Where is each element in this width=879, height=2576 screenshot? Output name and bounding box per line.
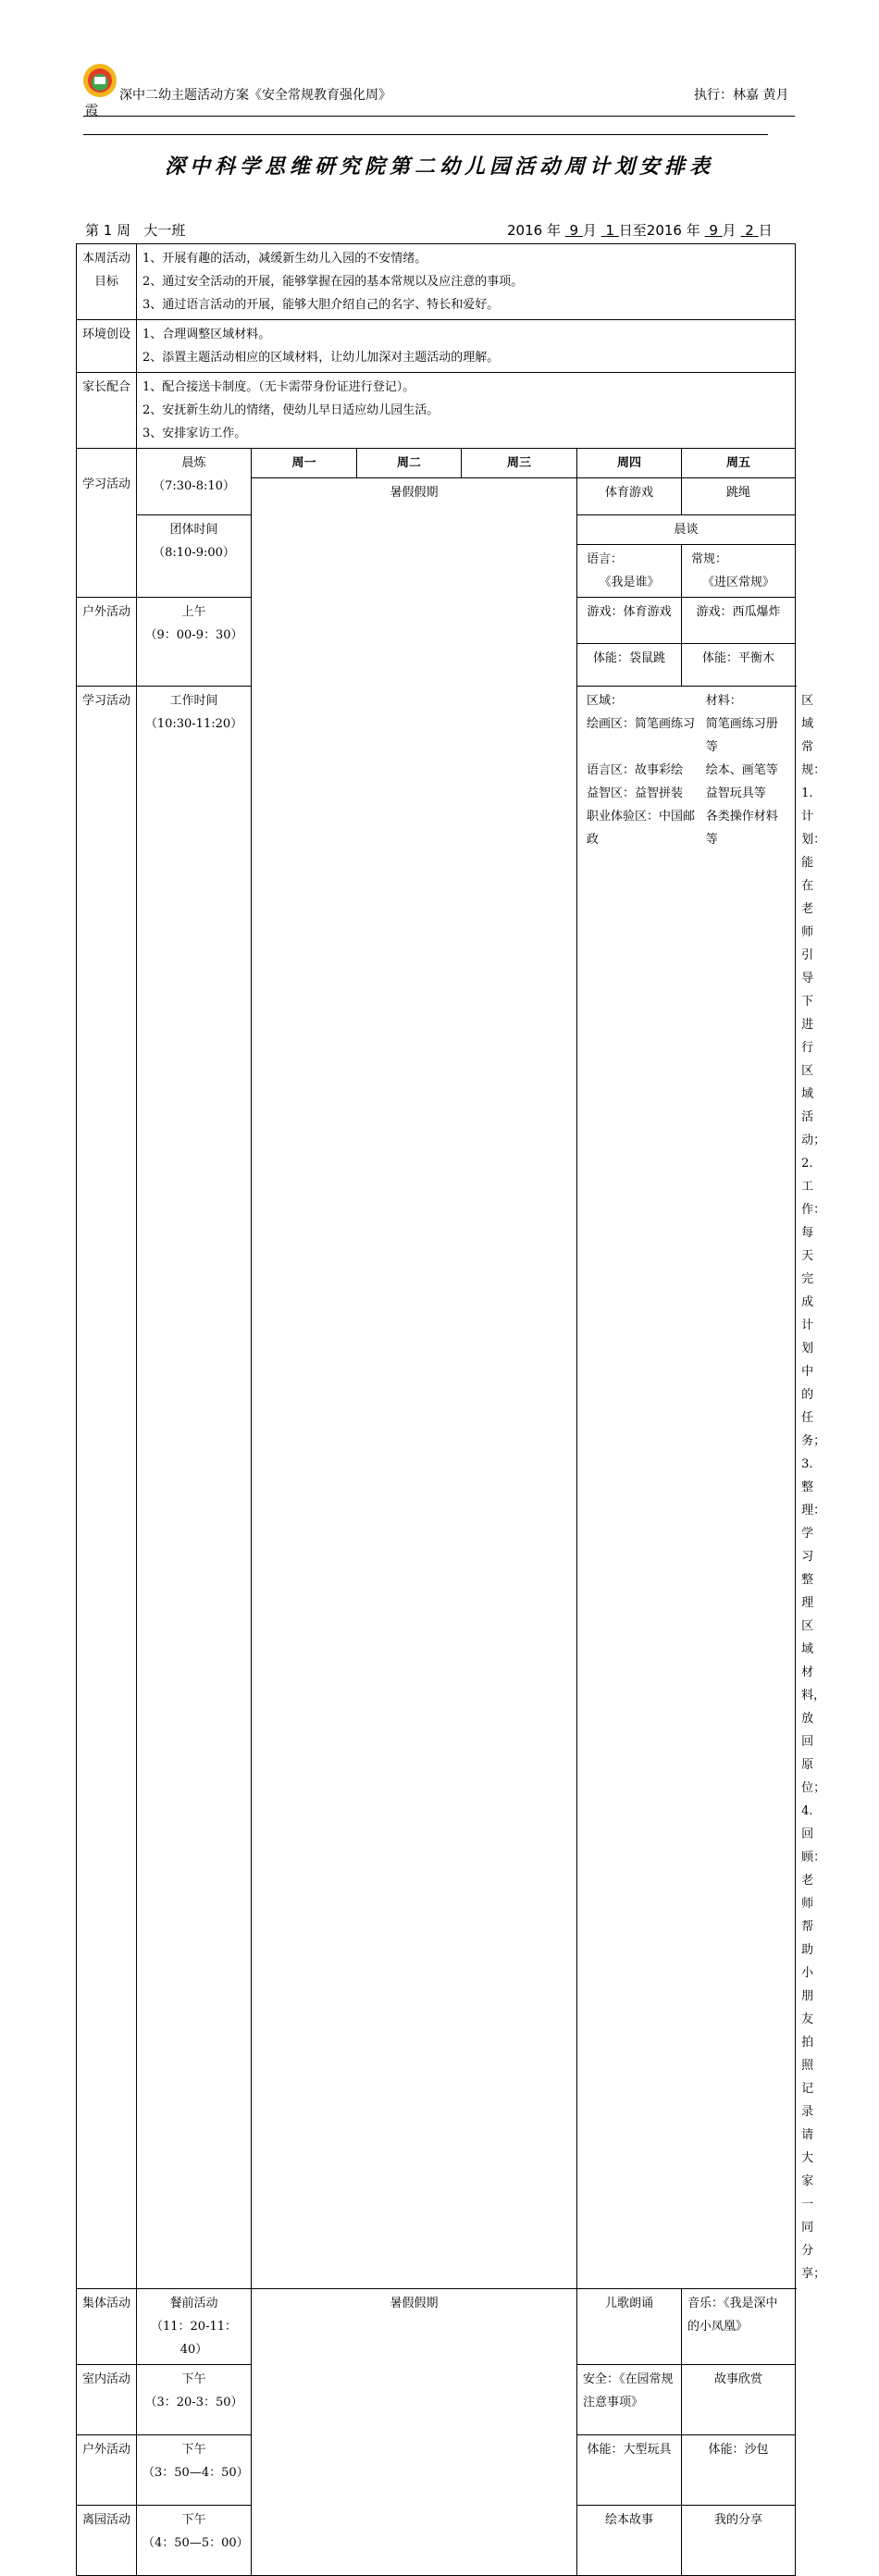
end-year: 2016 — [646, 222, 682, 239]
outdoor1-label: 户外活动 — [77, 598, 137, 687]
month-word-2: 月 — [722, 222, 737, 239]
summer-break-1: 暑假假期 — [252, 478, 577, 2289]
work-time-text: （10:30-11:20） — [144, 717, 243, 731]
environment-item: 1、合理调整区域材料。 — [142, 328, 271, 341]
area-list — [587, 689, 789, 851]
environment-label: 环境创设 — [77, 320, 137, 373]
outdoor1-period: 上午 — [181, 605, 206, 619]
thu-outdoor-game: 游戏：体育游戏 — [577, 598, 682, 644]
work-row: 学习活动 工作时间 （10:30-11:20） 区域： 材料： 绘画区：简笔画练习 简笔画练习册等 语言区：故事彩绘 绘本、画笔等 益智区：益智拼装 益智玩具等 职业体验区：中国邮政 各类操作材料等 区域常规： 1.计划：能在老师引导下进行区域活动； 2.工作：每天完成计划中的任务； 3.整理：学习整理区域材料，放回原位； 4.回顾：老师帮助小朋友拍照记录请大家一同分享； — [77, 687, 796, 2289]
morning-exercise-time: （7:30-8:10） — [153, 479, 235, 493]
thu-group: 儿歌朗诵 — [577, 2289, 682, 2365]
thu-talk-topic: 《我是谁》 — [599, 576, 660, 589]
thu-morning-ex: 体育游戏 — [577, 478, 682, 515]
group-label: 集体活动 — [77, 2289, 137, 2365]
group-time-text: （11：20-11：40） — [150, 2320, 238, 2357]
fri-morning-talk — [682, 545, 796, 598]
date-range — [507, 220, 773, 240]
end-month: 9 — [709, 222, 718, 239]
goals-content — [137, 244, 796, 320]
outdoor2-label: 户外活动 — [77, 2435, 137, 2506]
parents-item: 1、配合接送卡制度。（无卡需带身份证进行登记）。 — [142, 380, 415, 394]
day-end: 日 — [758, 222, 773, 239]
day-header-fri: 周五 — [682, 449, 796, 478]
work-label: 学习活动 — [77, 687, 137, 2289]
material-item: 绘本、画笔等 — [705, 763, 778, 777]
day-header-wed: 周三 — [462, 449, 577, 478]
environment-item: 2、添置主题活动相应的区域材料，让幼儿加深对主题活动的理解。 — [142, 351, 500, 365]
group-time-time: （8:10-9:00） — [153, 546, 235, 560]
material-item: 益智玩具等 — [705, 786, 766, 800]
indoor-time — [137, 2365, 252, 2435]
parents-item: 2、安抚新生幼儿的情绪，使幼儿早日适应幼儿园生活。 — [142, 403, 440, 417]
fri-group: 音乐：《我是深中的小凤凰》 — [682, 2289, 796, 2365]
start-day: 1 — [605, 222, 614, 239]
thu-indoor: 安全：《在园常规注意事项》 — [577, 2365, 682, 2435]
area-item: 职业体验区：中国邮政 — [587, 810, 696, 847]
group-period: 餐前活动 — [169, 2297, 218, 2310]
leave-time — [137, 2506, 252, 2576]
thu-outdoor-body: 体能：袋鼠跳 — [577, 644, 682, 687]
kindergarten-logo-icon — [82, 63, 118, 98]
parents-label: 家长配合 — [77, 373, 137, 449]
fri-outdoor-game: 游戏：西瓜爆炸 — [682, 598, 796, 644]
class-name: 大一班 — [143, 222, 186, 239]
work-areas — [577, 687, 796, 2289]
summer-break-2: 暑假假期 — [252, 2289, 577, 2576]
group-time — [137, 515, 252, 598]
indoor-label: 室内活动 — [77, 2365, 137, 2435]
work-period: 工作时间 — [169, 694, 218, 708]
month-word: 月 — [582, 222, 597, 239]
executor-wrap: 霞 — [85, 104, 98, 118]
year-word-2: 年 — [686, 222, 700, 239]
week-number: 第 1 周 — [85, 222, 131, 239]
outdoor2-period: 下午 — [181, 2443, 206, 2457]
group-time-cell — [137, 2289, 252, 2365]
outdoor1-time — [137, 598, 252, 687]
fri-indoor: 故事欣赏 — [682, 2365, 796, 2435]
fri-talk-topic: 《进区常规》 — [702, 576, 775, 589]
goals-row — [77, 244, 796, 320]
parents-row — [77, 373, 796, 449]
week-label — [85, 220, 185, 240]
environment-content — [137, 320, 796, 373]
area-item: 语言区：故事彩绘 — [587, 763, 684, 777]
header-rule-2 — [83, 134, 768, 135]
environment-row — [77, 320, 796, 373]
days-row — [77, 449, 796, 478]
day-to: 日至 — [618, 222, 647, 239]
study-label: 学习活动 — [77, 449, 137, 598]
material-head: 材料： — [705, 694, 742, 708]
goal-item: 1、开展有趣的活动，减缓新生幼儿入园的不安情绪。 — [142, 252, 427, 266]
leave-period: 下午 — [181, 2513, 206, 2527]
outdoor2-time-text: （3：50—4：50） — [142, 2466, 249, 2480]
outdoor2-time — [137, 2435, 252, 2506]
work-time — [137, 687, 252, 2289]
material-item: 各类操作材料等 — [705, 810, 778, 847]
area-head: 区域： — [587, 694, 624, 708]
indoor-time-text: （3：20-3：50） — [144, 2396, 243, 2409]
indoor-period: 下午 — [181, 2372, 206, 2386]
morning-talk: 晨谈 — [577, 515, 796, 545]
thu-morning-talk — [577, 545, 682, 598]
area-item: 益智区：益智拼装 — [587, 786, 684, 800]
goals-label: 本周活动目标 — [77, 244, 137, 320]
end-day: 2 — [745, 222, 754, 239]
start-year: 2016 — [507, 222, 543, 239]
header-rule — [83, 116, 795, 117]
fri-outdoor2: 体能：沙包 — [682, 2435, 796, 2506]
thu-leave: 绘本故事 — [577, 2506, 682, 2576]
start-month: 9 — [569, 222, 579, 239]
morning-exercise-label: 晨炼 — [181, 456, 206, 470]
morning-exercise — [137, 449, 252, 515]
thu-outdoor2: 体能：大型玩具 — [577, 2435, 682, 2506]
area-item: 绘画区：简笔画练习 — [587, 717, 696, 731]
group-time-label: 团体时间 — [169, 523, 218, 537]
leave-label: 离园活动 — [77, 2506, 137, 2576]
outdoor1-time-text: （9：00-9：30） — [144, 628, 243, 642]
schedule-table — [76, 243, 826, 2576]
fri-outdoor-body: 体能：平衡木 — [682, 644, 796, 687]
fri-talk-line: 常规： — [691, 552, 728, 566]
parents-item: 3、安排家访工作。 — [142, 427, 247, 440]
thu-talk-line: 语言： — [587, 552, 624, 566]
day-header-thu: 周四 — [577, 449, 682, 478]
goal-item: 3、通过语言活动的开展，能够大胆介绍自己的名字、特长和爱好。 — [142, 298, 500, 312]
goal-item: 2、通过安全活动的开展，能够掌握在园的基本常规以及应注意的事项。 — [142, 275, 524, 289]
year-word: 年 — [546, 222, 561, 239]
doc-title: 深中二幼主题活动方案《安全常规教育强化周》 — [119, 88, 391, 103]
page-title: 深中科学思维研究院第二幼儿园活动周计划安排表 — [164, 155, 714, 179]
leave-time-text: （4：50—5：00） — [142, 2536, 249, 2550]
fri-leave: 我的分享 — [682, 2506, 796, 2576]
day-header-tue: 周二 — [357, 449, 462, 478]
day-header-mon: 周一 — [252, 449, 357, 478]
fri-morning-ex: 跳绳 — [682, 478, 796, 515]
executor: 执行：林嘉 黄月 — [694, 88, 789, 103]
parents-content — [137, 373, 796, 449]
material-item: 简笔画练习册等 — [705, 717, 778, 754]
